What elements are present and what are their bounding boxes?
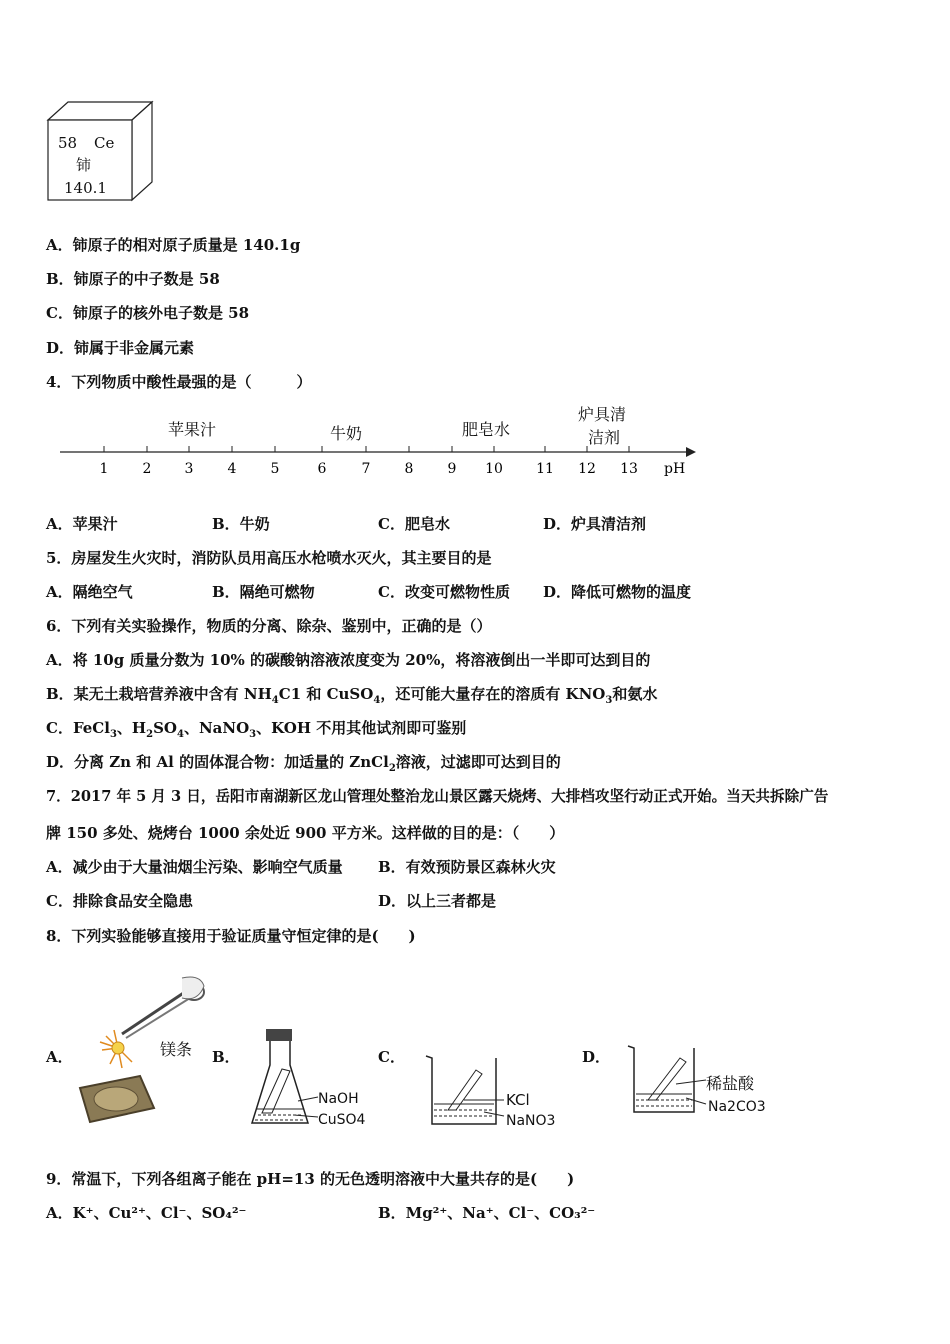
ph-tick-label: 1 <box>99 461 109 477</box>
element-mass: 140.1 <box>64 179 107 197</box>
ph-tick-label: 3 <box>184 461 194 477</box>
ph-label-milk: 牛奶 <box>330 424 363 443</box>
ph-label-cleaner-1: 炉具清 <box>578 405 627 424</box>
q8-c-label-nano3: NaNO3 <box>506 1113 556 1129</box>
q4-option-a: A．苹果汁 <box>46 515 118 533</box>
element-name: 铈 <box>76 156 92 174</box>
q8-option-c: C． <box>378 1048 405 1066</box>
q8-a-label: 镁条 <box>160 1040 193 1059</box>
q5-option-c: C．改变可燃物性质 <box>378 583 510 601</box>
q8-d-label-hcl: 稀盐酸 <box>706 1074 755 1093</box>
q6-option-c: C．FeCl$_3$、$H_2SO_4$、NaNO$_3$、KOH 不用其他试剂即可鉴别 <box>46 719 467 740</box>
q8-option-d: D． <box>582 1048 611 1066</box>
beaker-figure-d <box>626 1040 716 1120</box>
burning-magnesium-figure <box>70 972 220 1130</box>
q6-option-a: A．将 10g 质量分数为 10% 的碳酸钠溶液浓度变为 20%，将溶液倒出一半即可达到目的 <box>46 651 651 669</box>
q5-option-a: A．隔绝空气 <box>46 583 133 601</box>
q7-option-c: C．排除食品安全隐患 <box>46 892 193 910</box>
q6-stem: 6．下列有关实验操作，物质的分离、除杂、鉴别中，正确的是（） <box>46 617 492 635</box>
q6-option-d: D．分离 Zn 和 Al 的固体混合物：加适量的 ZnCl$_2$溶液，过滤即可达到目的 <box>46 753 561 774</box>
element-symbol: Ce <box>94 134 115 152</box>
ph-tick-label: 12 <box>578 461 596 477</box>
q4-option-c: C．肥皂水 <box>378 515 450 533</box>
q4-option-d: D．炉具清洁剂 <box>543 515 647 533</box>
q9-option-b: B．Mg²⁺、Na⁺、Cl⁻、CO₃²⁻ <box>378 1204 596 1222</box>
q9-stem: 9．常温下，下列各组离子能在 pH=13 的无色透明溶液中大量共存的是( ) <box>46 1170 575 1188</box>
q8-d-label-na2co3: Na2CO3 <box>708 1099 766 1115</box>
q7-option-b: B．有效预防景区森林火灾 <box>378 858 556 876</box>
ph-tick-label: 8 <box>404 461 414 477</box>
ph-tick-label: 2 <box>142 461 152 477</box>
q5-stem: 5．房屋发生火灾时，消防队员用高压水枪喷水灭火，其主要目的是 <box>46 549 492 567</box>
q7-stem-line-2: 牌 150 多处、烧烤台 1000 余处近 900 平方米。这样做的目的是：（ ） <box>46 824 565 842</box>
q3-option-d: D．铈属于非金属元素 <box>46 339 195 357</box>
ph-tick-label: 5 <box>270 461 280 477</box>
q7-option-d: D．以上三者都是 <box>378 892 497 910</box>
ph-ticks <box>100 446 686 477</box>
element-number: 58 <box>58 134 78 152</box>
q8-stem: 8．下列实验能够直接用于验证质量守恒定律的是( ) <box>46 927 416 945</box>
ph-tick-label: 7 <box>361 461 371 477</box>
q4-stem: 4．下列物质中酸性最强的是（ ） <box>46 373 312 391</box>
q3-option-c: C．铈原子的核外电子数是 58 <box>46 304 250 322</box>
q8-b-label-cuso4: CuSO4 <box>318 1112 366 1128</box>
q6-option-b: B．某无土栽培营养液中含有 $NH_4C1$ 和 CuSO$_4$，还可能大量存在的溶质有 $KNO_3$和氨水 <box>46 685 658 706</box>
ph-label-apple: 苹果汁 <box>168 420 217 439</box>
ph-tick-label: 13 <box>620 461 638 477</box>
ph-label-cleaner-2: 洁剂 <box>588 428 621 447</box>
ph-label-soap: 肥皂水 <box>462 420 511 439</box>
q5-option-b: B．隔绝可燃物 <box>212 583 315 601</box>
ph-tick-label: 4 <box>227 461 237 477</box>
q3-option-a: A．铈原子的相对原子质量是 140.1g <box>46 236 301 254</box>
q8-b-label-naoh: NaOH <box>318 1091 359 1107</box>
q4-option-b: B．牛奶 <box>212 515 270 533</box>
ph-tick-label: 6 <box>317 461 327 477</box>
q7-option-a: A．减少由于大量油烟尘污染、影响空气质量 <box>46 858 343 876</box>
q8-option-b: B． <box>212 1048 240 1066</box>
ph-tick-label: 10 <box>485 461 503 477</box>
flask-figure <box>246 1025 326 1130</box>
ph-tick-label: 11 <box>536 461 554 477</box>
q5-option-d: D．降低可燃物的温度 <box>543 583 692 601</box>
ph-tick-label: 9 <box>447 461 457 477</box>
q3-option-b: B．铈原子的中子数是 58 <box>46 270 220 288</box>
ph-unit-label: pH <box>664 461 686 477</box>
q7-stem-line-1: 7．2017 年 5 月 3 日，岳阳市南湖新区龙山管理处整治龙山景区露天烧烤、大排档攻坚行动正式开始。当天共拆除广告 <box>46 788 829 805</box>
q8-option-a: A． <box>46 1048 73 1066</box>
beaker-figure-c <box>424 1050 514 1130</box>
q9-option-a: A．K⁺、Cu²⁺、Cl⁻、SO₄²⁻ <box>46 1204 247 1222</box>
q8-c-label-kcl: KCl <box>506 1091 530 1109</box>
